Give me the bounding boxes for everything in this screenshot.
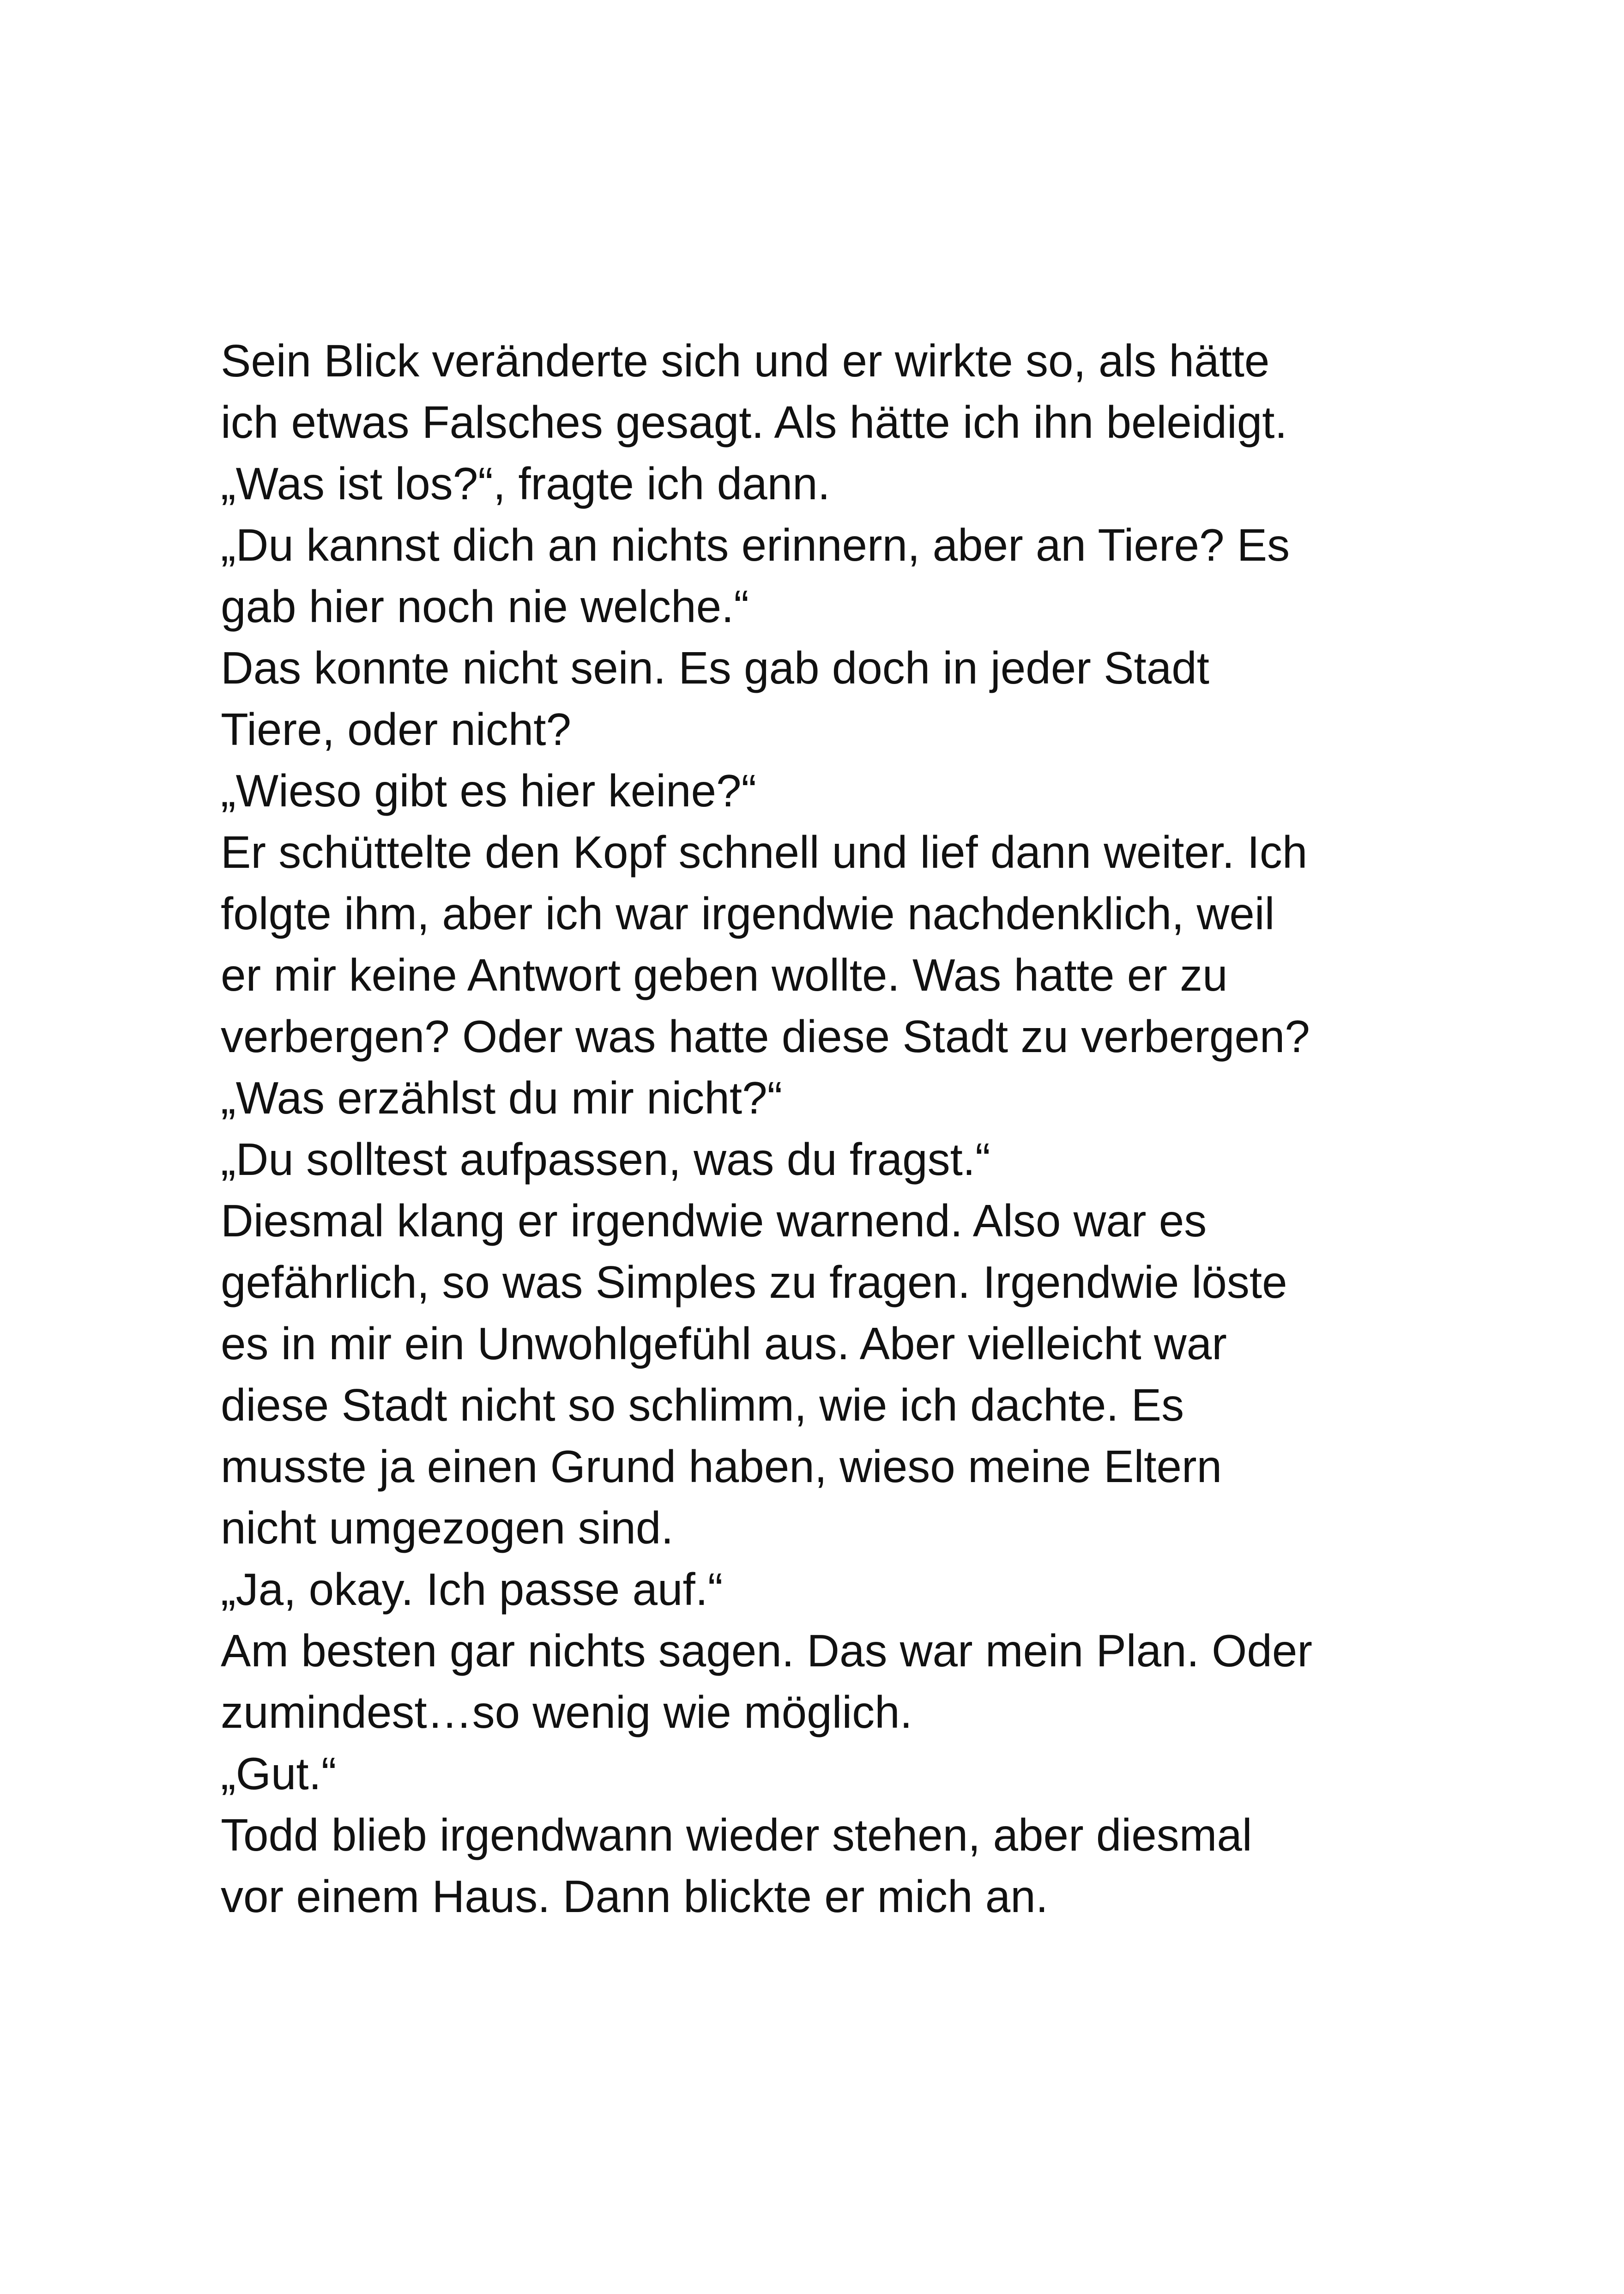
text-line: folgte ihm, aber ich war irgendwie nachdenklich, weil	[221, 888, 1275, 939]
text-line: er mir keine Antwort geben wollte. Was hatte er zu	[221, 950, 1228, 1000]
text-line: vor einem Haus. Dann blickte er mich an.	[221, 1871, 1048, 1922]
text-line: gab hier noch nie welche.“	[221, 581, 749, 632]
text-line: „Was ist los?“, fragte ich dann.	[221, 458, 830, 509]
body-text	[221, 330, 1421, 1927]
text-line: musste ja einen Grund haben, wieso meine Eltern	[221, 1441, 1222, 1492]
text-line: „Wieso gibt es hier keine?“	[221, 765, 757, 816]
text-line: Das konnte nicht sein. Es gab doch in jeder Stadt	[221, 642, 1209, 693]
text-line: es in mir ein Unwohlgefühl aus. Aber vielleicht war	[221, 1318, 1227, 1369]
text-line: „Gut.“	[221, 1748, 337, 1799]
text-line: „Was erzählst du mir nicht?“	[221, 1072, 783, 1123]
text-line: Tiere, oder nicht?	[221, 704, 571, 755]
text-line: Diesmal klang er irgendwie warnend. Also war es	[221, 1195, 1207, 1246]
text-line: „Du solltest aufpassen, was du fragst.“	[221, 1134, 990, 1185]
text-line: Sein Blick veränderte sich und er wirkte so, als hätte	[221, 335, 1270, 386]
text-line: „Ja, okay. Ich passe auf.“	[221, 1564, 723, 1615]
text-line: Am besten gar nichts sagen. Das war mein Plan. Oder	[221, 1625, 1313, 1676]
text-line: verbergen? Oder was hatte diese Stadt zu verbergen?	[221, 1011, 1310, 1062]
text-line: nicht umgezogen sind.	[221, 1502, 674, 1553]
text-line: ich etwas Falsches gesagt. Als hätte ich ihn beleidigt.	[221, 397, 1287, 448]
text-line: gefährlich, so was Simples zu fragen. Irgendwie löste	[221, 1257, 1287, 1307]
text-line: zumindest…so wenig wie möglich.	[221, 1687, 912, 1737]
text-line: Todd blieb irgendwann wieder stehen, aber diesmal	[221, 1810, 1252, 1860]
text-line: „Du kannst dich an nichts erinnern, aber an Tiere? Es	[221, 520, 1290, 570]
text-line: diese Stadt nicht so schlimm, wie ich dachte. Es	[221, 1380, 1184, 1430]
text-line: Er schüttelte den Kopf schnell und lief dann weiter. Ich	[221, 827, 1308, 878]
